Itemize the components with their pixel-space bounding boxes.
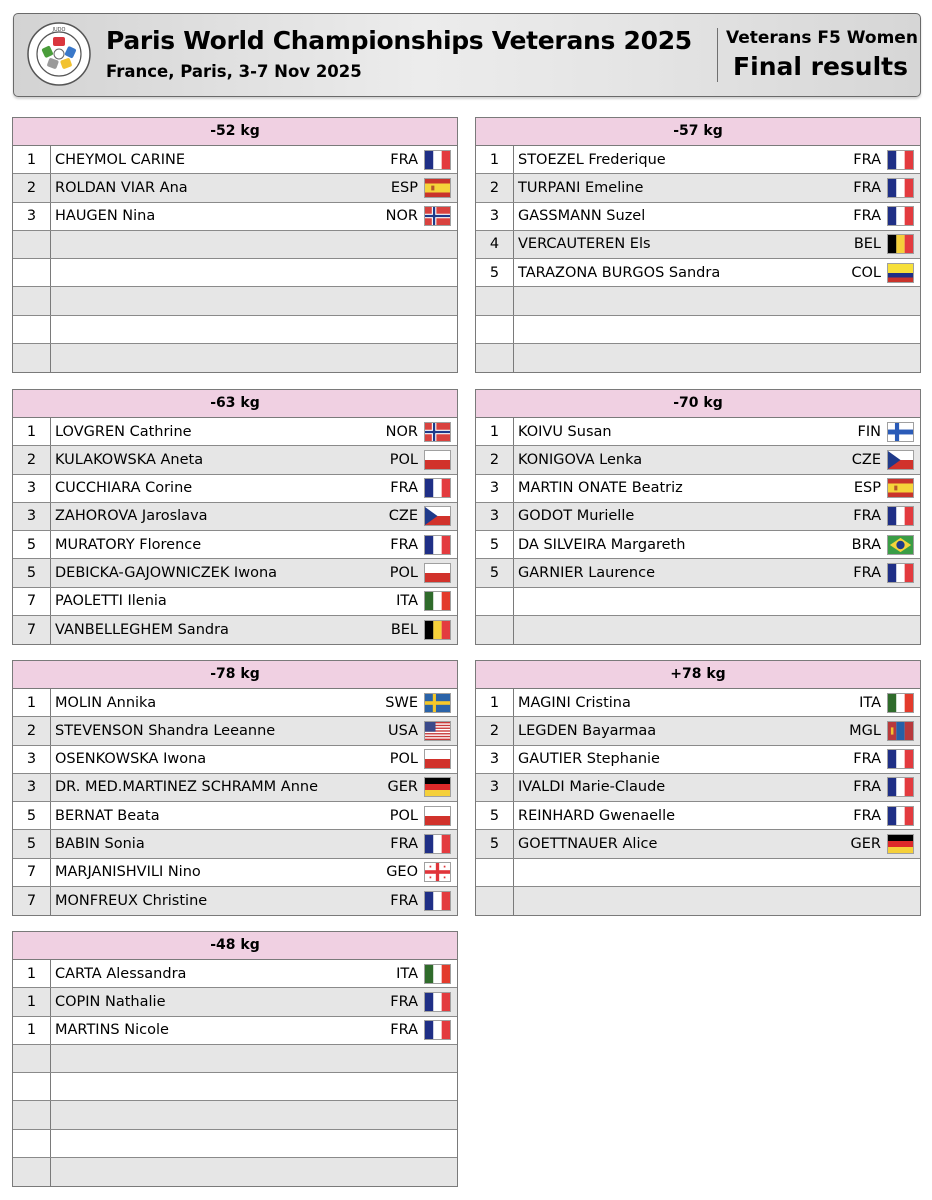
nation-code: FRA: [853, 508, 881, 525]
athlete-name: KULAKOWSKA Aneta: [55, 451, 204, 468]
rank-cell: 3: [476, 774, 514, 801]
athlete-name: KONIGOVA Lenka: [518, 451, 643, 468]
nation-code: FRA: [390, 480, 418, 497]
rank-cell: 5: [13, 802, 51, 829]
rank-cell: 3: [476, 203, 514, 230]
nation-code: ESP: [390, 179, 418, 196]
nation-code: FRA: [390, 151, 418, 168]
nation-code: FRA: [853, 208, 881, 225]
table-row: [13, 1130, 457, 1158]
rank-cell: 5: [476, 531, 514, 558]
athlete-name: OSENKOWSKA Iwona: [55, 751, 207, 768]
athlete-name: MARTINS Nicole: [55, 1022, 169, 1039]
table-row: [476, 344, 920, 372]
flag-nor-icon: [424, 206, 451, 226]
rank-cell: [476, 588, 514, 615]
table-row: [476, 616, 920, 644]
table-row: [13, 475, 457, 503]
table-row: [13, 689, 457, 717]
table-row: [13, 588, 457, 616]
athlete-name: MONFREUX Christine: [55, 892, 208, 909]
athlete-name: TURPANI Emeline: [518, 179, 644, 196]
table-row: [13, 531, 457, 559]
table-row: [13, 1158, 457, 1186]
table-row: [13, 503, 457, 531]
flag-fra-icon: [887, 506, 914, 526]
table-row: [13, 1045, 457, 1073]
category-table: [475, 389, 921, 645]
ijf-logo-icon: [26, 21, 92, 87]
athlete-name: CHEYMOL CARINE: [55, 151, 186, 168]
table-row: [13, 446, 457, 474]
rank-cell: [476, 344, 514, 372]
rank-cell: [476, 316, 514, 343]
table-row: [476, 859, 920, 887]
table-row: [476, 717, 920, 745]
flag-usa-icon: [424, 721, 451, 741]
athlete-name: MARJANISHVILI Nino: [55, 864, 201, 881]
rank-cell: 1: [13, 146, 51, 173]
nation-code: FRA: [853, 807, 881, 824]
nation-code: POL: [389, 564, 418, 581]
rank-cell: 3: [13, 203, 51, 230]
table-row: [13, 316, 457, 344]
rank-cell: 2: [476, 174, 514, 201]
table-row: [476, 887, 920, 915]
table-row: [13, 802, 457, 830]
nation-code: MGL: [849, 722, 881, 739]
flag-fra-icon: [887, 777, 914, 797]
table-row: [476, 830, 920, 858]
rank-cell: [13, 1130, 51, 1157]
table-row: [13, 830, 457, 858]
athlete-name: TARAZONA BURGOS Sandra: [518, 264, 721, 281]
rank-cell: 3: [13, 503, 51, 530]
nation-code: GER: [850, 835, 881, 852]
nation-code: FRA: [853, 151, 881, 168]
rank-cell: [476, 859, 514, 886]
table-row: [476, 802, 920, 830]
weight-category-header: -70 kg: [476, 390, 920, 418]
nation-code: FRA: [390, 892, 418, 909]
flag-pol-icon: [424, 806, 451, 826]
weight-category-header: -63 kg: [13, 390, 457, 418]
category-table: [475, 660, 921, 916]
rank-cell: 3: [476, 503, 514, 530]
table-row: [476, 174, 920, 202]
weight-category-header: +78 kg: [476, 661, 920, 689]
rank-cell: 5: [476, 559, 514, 586]
nation-code: BRA: [851, 536, 881, 553]
athlete-name: HAUGEN Nina: [55, 208, 156, 225]
rank-cell: [13, 316, 51, 343]
rank-cell: 1: [13, 960, 51, 987]
table-row: [13, 231, 457, 259]
athlete-name: KOIVU Susan: [518, 423, 612, 440]
nation-code: FRA: [390, 536, 418, 553]
rank-cell: [13, 344, 51, 372]
rank-cell: [476, 287, 514, 314]
table-row: [476, 503, 920, 531]
weight-category-header: -48 kg: [13, 932, 457, 960]
rank-cell: [13, 1101, 51, 1128]
rank-cell: [13, 1073, 51, 1100]
rank-cell: 7: [13, 616, 51, 644]
rank-cell: 3: [476, 475, 514, 502]
athlete-name: MARTIN ONATE Beatriz: [518, 480, 683, 497]
rank-cell: 2: [13, 446, 51, 473]
athlete-name: ZAHOROVA Jaroslava: [55, 508, 208, 525]
athlete-name: GODOT Murielle: [518, 508, 635, 525]
athlete-name: IVALDI Marie-Claude: [518, 779, 666, 796]
table-row: [476, 146, 920, 174]
rank-cell: 1: [13, 988, 51, 1015]
table-row: [13, 746, 457, 774]
nation-code: POL: [389, 807, 418, 824]
table-row: [13, 259, 457, 287]
nation-code: GER: [387, 779, 418, 796]
athlete-name: CUCCHIARA Corine: [55, 480, 193, 497]
athlete-name: MURATORY Florence: [55, 536, 202, 553]
athlete-name: CARTA Alessandra: [55, 965, 187, 982]
flag-nor-icon: [424, 422, 451, 442]
rank-cell: 5: [476, 259, 514, 286]
rank-cell: [476, 616, 514, 644]
nation-code: SWE: [385, 694, 418, 711]
nation-code: FRA: [390, 1022, 418, 1039]
table-row: [13, 203, 457, 231]
rank-cell: 3: [13, 746, 51, 773]
nation-code: FRA: [853, 564, 881, 581]
flag-fra-icon: [424, 150, 451, 170]
table-row: [476, 774, 920, 802]
weight-category-header: -78 kg: [13, 661, 457, 689]
nation-code: COL: [851, 264, 881, 281]
flag-fra-icon: [424, 834, 451, 854]
nation-code: NOR: [385, 423, 418, 440]
flag-pol-icon: [424, 749, 451, 769]
athlete-name: VANBELLEGHEM Sandra: [55, 621, 229, 638]
rank-cell: 3: [13, 774, 51, 801]
table-row: [476, 588, 920, 616]
rank-cell: [13, 287, 51, 314]
table-row: [476, 689, 920, 717]
category-table: [12, 660, 458, 916]
nation-code: FIN: [857, 423, 881, 440]
flag-fra-icon: [887, 806, 914, 826]
flag-fra-icon: [887, 749, 914, 769]
nation-code: ESP: [853, 480, 881, 497]
nation-code: CZE: [851, 451, 881, 468]
table-row: [476, 418, 920, 446]
rank-cell: 2: [476, 446, 514, 473]
flag-fra-icon: [424, 992, 451, 1012]
flag-swe-icon: [424, 693, 451, 713]
rank-cell: 5: [13, 559, 51, 586]
table-row: [13, 887, 457, 915]
table-row: [13, 616, 457, 644]
athlete-name: GAUTIER Stephanie: [518, 751, 660, 768]
flag-ita-icon: [424, 964, 451, 984]
category-table: [12, 931, 458, 1187]
athlete-name: PAOLETTI Ilenia: [55, 593, 167, 610]
nation-code: USA: [387, 722, 418, 739]
table-row: [476, 531, 920, 559]
rank-cell: 7: [13, 887, 51, 915]
rank-cell: [13, 259, 51, 286]
flag-ger-icon: [887, 834, 914, 854]
flag-bra-icon: [887, 535, 914, 555]
rank-cell: 2: [476, 717, 514, 744]
rank-cell: 1: [476, 146, 514, 173]
nation-code: FRA: [853, 751, 881, 768]
rank-cell: [13, 1045, 51, 1072]
flag-cze-icon: [424, 506, 451, 526]
rank-cell: 7: [13, 859, 51, 886]
athlete-name: STOEZEL Frederique: [518, 151, 666, 168]
flag-fra-icon: [887, 206, 914, 226]
rank-cell: 2: [13, 174, 51, 201]
nation-code: POL: [389, 451, 418, 468]
rank-cell: 1: [476, 689, 514, 716]
flag-esp-icon: [424, 178, 451, 198]
flag-pol-icon: [424, 450, 451, 470]
nation-code: FRA: [390, 835, 418, 852]
table-row: [476, 446, 920, 474]
nation-code: CZE: [388, 508, 418, 525]
rank-cell: 1: [13, 418, 51, 445]
table-row: [13, 418, 457, 446]
rank-cell: 5: [13, 531, 51, 558]
athlete-name: MAGINI Cristina: [518, 694, 631, 711]
category-table: [12, 117, 458, 373]
athlete-name: DA SILVEIRA Margareth: [518, 536, 686, 553]
athlete-name: BABIN Sonia: [55, 835, 145, 852]
rank-cell: 4: [476, 231, 514, 258]
flag-col-icon: [887, 263, 914, 283]
results-header: [13, 13, 921, 97]
flag-ita-icon: [424, 591, 451, 611]
rank-cell: [13, 1158, 51, 1186]
flag-fra-icon: [424, 478, 451, 498]
table-row: [13, 1073, 457, 1101]
table-row: [13, 774, 457, 802]
event-location-date: France, Paris, 3-7 Nov 2025: [106, 62, 362, 81]
table-row: [476, 203, 920, 231]
svg-text:JUDO: JUDO: [52, 27, 66, 33]
nation-code: ITA: [396, 965, 418, 982]
nation-code: BEL: [853, 236, 881, 253]
table-row: [476, 746, 920, 774]
rank-cell: 3: [476, 746, 514, 773]
table-row: [13, 344, 457, 372]
nation-code: FRA: [853, 779, 881, 796]
weight-category-header: -52 kg: [13, 118, 457, 146]
athlete-name: DEBICKA-GAJOWNICZEK Iwona: [55, 564, 278, 581]
rank-cell: 3: [13, 475, 51, 502]
flag-fra-icon: [424, 891, 451, 911]
athlete-name: REINHARD Gwenaelle: [518, 807, 676, 824]
table-row: [13, 988, 457, 1016]
flag-fin-icon: [887, 422, 914, 442]
nation-code: ITA: [859, 694, 881, 711]
table-row: [476, 475, 920, 503]
flag-fra-icon: [424, 1020, 451, 1040]
athlete-name: LOVGREN Cathrine: [55, 423, 192, 440]
nation-code: FRA: [853, 179, 881, 196]
athlete-name: GARNIER Laurence: [518, 564, 655, 581]
table-row: [13, 174, 457, 202]
athlete-name: ROLDAN VIAR Ana: [55, 179, 188, 196]
athlete-name: LEGDEN Bayarmaa: [518, 722, 657, 739]
nation-code: FRA: [390, 993, 418, 1010]
athlete-name: DR. MED.MARTINEZ SCHRAMM Anne: [55, 779, 319, 796]
rank-cell: 1: [13, 1017, 51, 1044]
nation-code: POL: [389, 751, 418, 768]
rank-cell: 5: [476, 802, 514, 829]
table-row: [476, 259, 920, 287]
athlete-name: GOETTNAUER Alice: [518, 835, 658, 852]
rank-cell: 1: [476, 418, 514, 445]
table-row: [13, 559, 457, 587]
rank-cell: 5: [476, 830, 514, 857]
rank-cell: [13, 231, 51, 258]
rank-cell: 7: [13, 588, 51, 615]
table-row: [13, 1101, 457, 1129]
nation-code: GEO: [386, 864, 418, 881]
table-row: [13, 287, 457, 315]
athlete-name: COPIN Nathalie: [55, 993, 166, 1010]
athlete-name: VERCAUTEREN Els: [518, 236, 651, 253]
rank-cell: 2: [13, 717, 51, 744]
weight-category-header: -57 kg: [476, 118, 920, 146]
table-row: [476, 287, 920, 315]
flag-fra-icon: [887, 178, 914, 198]
flag-mgl-icon: [887, 721, 914, 741]
athlete-name: STEVENSON Shandra Leeanne: [55, 722, 276, 739]
category-table: [12, 389, 458, 645]
results-status: Final results: [733, 52, 908, 81]
nation-code: NOR: [385, 208, 418, 225]
event-title: Paris World Championships Veterans 2025: [106, 26, 692, 55]
table-row: [476, 316, 920, 344]
table-row: [13, 1017, 457, 1045]
flag-geo-icon: [424, 862, 451, 882]
flag-fra-icon: [424, 535, 451, 555]
event-category: Veterans F5 Women: [726, 28, 918, 48]
flag-cze-icon: [887, 450, 914, 470]
flag-ger-icon: [424, 777, 451, 797]
flag-fra-icon: [887, 563, 914, 583]
table-row: [476, 559, 920, 587]
table-row: [13, 146, 457, 174]
rank-cell: [476, 887, 514, 915]
header-divider: [717, 28, 718, 82]
flag-esp-icon: [887, 478, 914, 498]
rank-cell: 5: [13, 830, 51, 857]
flag-fra-icon: [887, 150, 914, 170]
athlete-name: MOLIN Annika: [55, 694, 157, 711]
athlete-name: GASSMANN Suzel: [518, 208, 646, 225]
flag-bel-icon: [887, 234, 914, 254]
category-table: [475, 117, 921, 373]
nation-code: BEL: [390, 621, 418, 638]
flag-pol-icon: [424, 563, 451, 583]
flag-bel-icon: [424, 620, 451, 640]
table-row: [13, 960, 457, 988]
table-row: [13, 859, 457, 887]
rank-cell: 1: [13, 689, 51, 716]
athlete-name: BERNAT Beata: [55, 807, 160, 824]
flag-ita-icon: [887, 693, 914, 713]
nation-code: ITA: [396, 593, 418, 610]
table-row: [13, 717, 457, 745]
table-row: [476, 231, 920, 259]
